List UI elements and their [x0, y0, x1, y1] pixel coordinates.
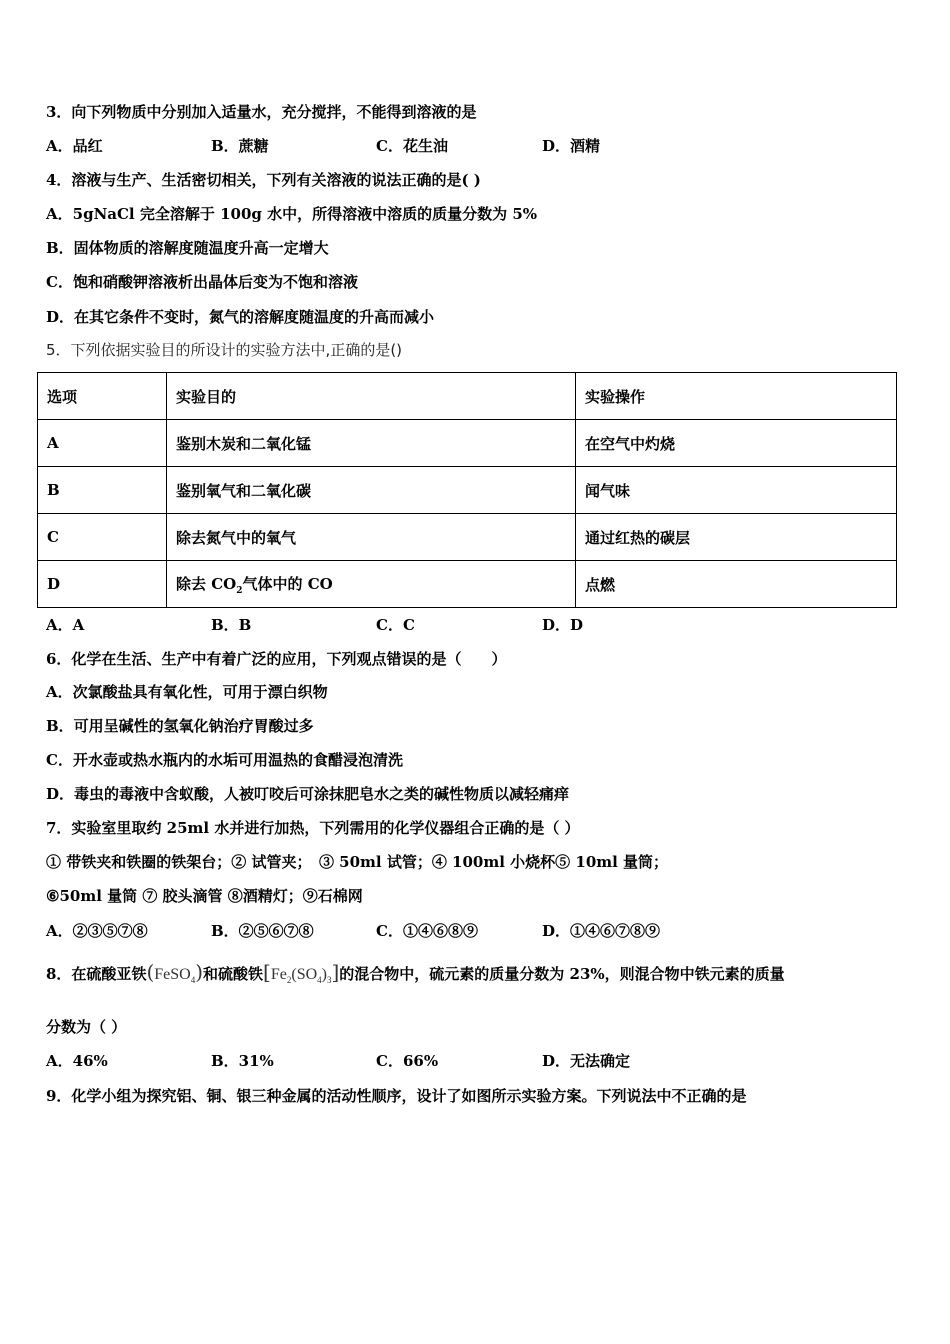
- q5-stem: 5．下列依据实验目的所设计的实验方法中,正确的是(): [46, 341, 403, 359]
- q4-option-b: B．固体物质的溶解度随温度升高一定增大: [46, 239, 329, 257]
- row-operation: 通过红热的碳层: [576, 514, 897, 561]
- q8-option-d: D．无法确定: [542, 1052, 631, 1070]
- q8-option-a: A．46%: [46, 1052, 108, 1070]
- q7-option-d: D．①④⑥⑦⑧⑨: [542, 922, 661, 940]
- q7-option-c: C．①④⑥⑧⑨: [376, 922, 478, 940]
- table-row: [38, 514, 897, 561]
- q6-stem: 6．化学在生活、生产中有着广泛的应用，下列观点错误的是（ ）: [46, 650, 507, 668]
- q3-option-c: C．花生油: [376, 137, 448, 155]
- experiment-table: [37, 372, 897, 608]
- header-operation: 实验操作: [576, 373, 897, 420]
- q8-stem: [46, 962, 785, 990]
- q7-option-b: B．②⑤⑥⑦⑧: [211, 922, 314, 940]
- q4-stem: 4．溶液与生产、生活密切相关，下列有关溶液的说法正确的是( ): [46, 171, 481, 189]
- q5-option-c: C．C: [376, 616, 415, 634]
- row-purpose-text-tail: 气体中的 CO: [242, 574, 333, 593]
- q4-option-d: D．在其它条件不变时，氮气的溶解度随温度的升高而减小: [46, 308, 435, 326]
- row-purpose: 除去氮气中的氧气: [167, 514, 576, 561]
- q8-stem-part-c: 的混合物中，硫元素的质量分数为 23%，则混合物中铁元素的质量: [339, 965, 785, 983]
- row-operation: 点燃: [576, 561, 897, 608]
- q6-option-b: B．可用呈碱性的氢氧化钠治疗胃酸过多: [46, 717, 314, 735]
- row-label: D: [38, 561, 167, 608]
- row-purpose: [167, 561, 576, 608]
- table-header-row: [38, 373, 897, 420]
- table-row: [38, 467, 897, 514]
- header-option: 选项: [38, 373, 167, 420]
- q5-option-a: A．A: [46, 616, 85, 634]
- row-label: C: [38, 514, 167, 561]
- q6-option-a: A．次氯酸盐具有氧化性，可用于漂白织物: [46, 683, 328, 701]
- row-label: B: [38, 467, 167, 514]
- q7-items-line1: ① 带铁夹和铁圈的铁架台；② 试管夹； ③ 50ml 试管；④ 100ml 小烧杯⑤ 10ml 量筒；: [46, 853, 669, 871]
- bracket-open: [: [263, 960, 271, 984]
- q8-stem-continued: 分数为（ ）: [46, 1018, 127, 1036]
- q6-option-d: D．毒虫的毒液中含蚁酸，人被叮咬后可涂抹肥皂水之类的碱性物质以减轻痛痒: [46, 785, 570, 803]
- q5-option-b: B．B: [211, 616, 252, 634]
- bracket-close: ]: [331, 960, 340, 984]
- q5-option-d: D．D: [542, 616, 584, 634]
- q3-option-b: B．蔗糖: [211, 137, 269, 155]
- q9-stem: 9．化学小组为探究铝、铜、银三种金属的活动性顺序，设计了如图所示实验方案。下列说法中不正确的是: [46, 1087, 747, 1105]
- row-purpose-subscript: 2: [236, 585, 243, 596]
- q6-option-c: C．开水壶或热水瓶内的水垢可用温热的食醋浸泡清洗: [46, 751, 403, 769]
- q8-stem-part-a: 8．在硫酸亚铁: [46, 965, 147, 983]
- row-operation: 闻气味: [576, 467, 897, 514]
- q3-option-a: A．品红: [46, 137, 103, 155]
- row-operation: 在空气中灼烧: [576, 420, 897, 467]
- row-purpose: 鉴别氧气和二氧化碳: [167, 467, 576, 514]
- table-row: [38, 420, 897, 467]
- formula-fe2so43: $Fe_2(SO_4)_3$: [270, 966, 332, 986]
- row-purpose: 鉴别木炭和二氧化锰: [167, 420, 576, 467]
- q8-option-b: B．31%: [211, 1052, 274, 1070]
- q4-option-c: C．饱和硝酸钾溶液析出晶体后变为不饱和溶液: [46, 273, 358, 291]
- formula-feso4: FeSO$_4$: [154, 966, 196, 986]
- q3-stem: 3．向下列物质中分别加入适量水，充分搅拌，不能得到溶液的是: [46, 103, 477, 121]
- paren-close: ): [195, 960, 204, 984]
- q3-option-d: D．酒精: [542, 137, 601, 155]
- q7-option-a: A．②③⑤⑦⑧: [46, 922, 148, 940]
- paren-open: (: [146, 960, 155, 984]
- q4-option-a: A．5gNaCl 完全溶解于 100g 水中，所得溶液中溶质的质量分数为 5%: [46, 205, 538, 223]
- row-purpose-text: 除去 CO: [176, 574, 237, 593]
- q8-option-c: C．66%: [376, 1052, 439, 1070]
- header-purpose: 实验目的: [167, 373, 576, 420]
- q7-stem: 7．实验室里取约 25ml 水并进行加热，下列需用的化学仪器组合正确的是（ ）: [46, 819, 580, 837]
- q8-stem-part-b: 和硫酸铁: [203, 965, 264, 983]
- row-label: A: [38, 420, 167, 467]
- q7-items-line2: ⑥50ml 量筒 ⑦ 胶头滴管 ⑧酒精灯；⑨石棉网: [46, 887, 363, 905]
- table-row: [38, 561, 897, 608]
